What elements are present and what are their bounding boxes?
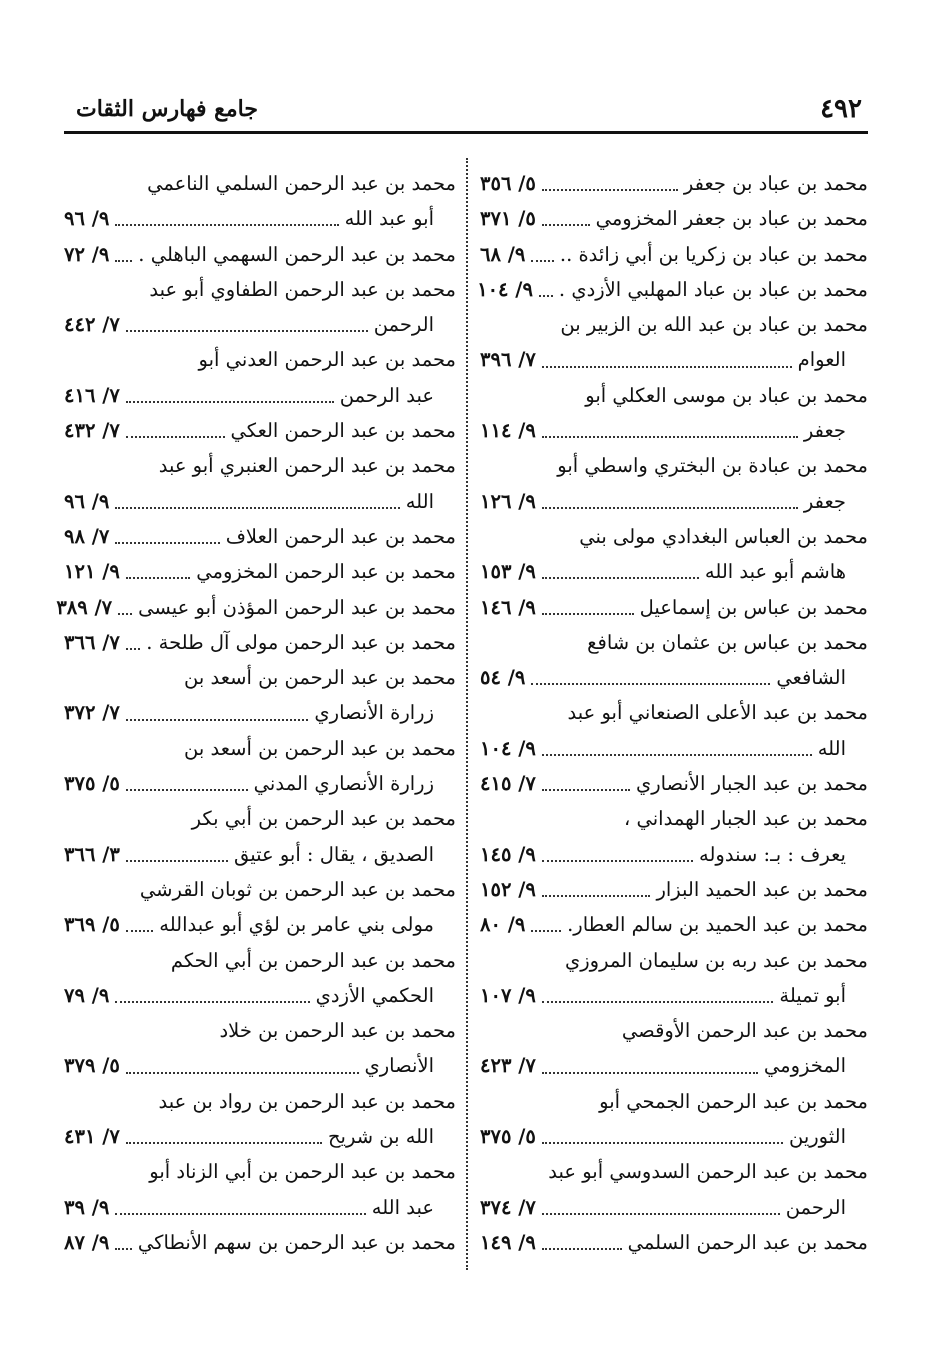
entry-name: زرارة الأنصاري المدني	[253, 772, 434, 796]
index-entry-line	[64, 1154, 456, 1189]
entry-name: محمد بن عبد الرحمن الطفاوي أبو عبد	[149, 277, 456, 301]
entry-name: محمد بن عباد بن جعفر المخزومي	[595, 207, 868, 231]
dot-leader	[542, 859, 693, 862]
entry-name: محمد بن عبد الرحمن بن ثوبان القرشي	[139, 877, 456, 901]
index-entry-line	[480, 1225, 868, 1260]
index-entry-line	[480, 378, 868, 413]
index-entry-line	[480, 731, 868, 766]
index-entry-line	[480, 872, 868, 907]
dot-leader	[115, 259, 132, 262]
dot-leader	[531, 682, 770, 685]
entry-name: الله بن شريح	[327, 1125, 434, 1149]
entry-name: عبد الرحمن	[339, 383, 434, 407]
dot-leader	[126, 576, 190, 579]
index-entry-line	[480, 237, 868, 272]
entry-name: محمد بن عبد الرحمن بن أسعد بن	[184, 736, 456, 760]
entry-name: يعرف : بـ: سندوله	[699, 842, 846, 866]
entry-reference: ٩/ ٥٤	[480, 666, 526, 690]
index-entry-line	[480, 413, 868, 448]
entry-name: الله	[405, 489, 434, 513]
index-entry-line	[480, 978, 868, 1013]
entry-name: محمد بن عباد بن زكريا بن أبي زائدة ..	[559, 242, 868, 266]
dot-leader	[542, 365, 792, 368]
dot-leader	[115, 1000, 309, 1003]
entry-name: الله	[817, 736, 846, 760]
entry-reference: ٧/ ٤٢٣	[480, 1054, 536, 1078]
index-entry-line	[480, 907, 868, 942]
entry-name: محمد بن عبد الرحمن السلمي الناعمي	[147, 172, 456, 195]
entry-name: الشافعي	[776, 666, 846, 690]
dot-leader	[531, 259, 554, 262]
entry-reference: ٧/ ٣٦٦	[64, 630, 120, 654]
entry-reference: ٩/ ٣٩	[64, 1195, 110, 1219]
index-entry-line	[480, 801, 868, 836]
index-entry-line	[480, 307, 868, 342]
entry-name: محمد بن عبد الرحمن بن أبي بكر	[191, 807, 456, 831]
entry-reference: ٩/ ٦٨	[480, 242, 526, 266]
entry-name: محمد بن عباد بن عبد الله بن الزبير بن	[560, 313, 868, 337]
entry-name: محمد بن عبد الرحمن بن أسعد بن	[184, 666, 456, 690]
dot-leader	[118, 612, 132, 615]
entry-name: محمد بن عباد بن عباد المهلبي الأزدي .	[558, 277, 868, 301]
dot-leader	[539, 294, 553, 297]
dot-leader	[542, 1071, 758, 1074]
dot-leader	[531, 929, 561, 932]
index-entry-line	[64, 484, 456, 519]
index-entry-line	[64, 1225, 456, 1260]
book-title: جامع فهارس الثقات	[76, 96, 258, 122]
index-entry-line	[64, 342, 456, 377]
index-entry-line	[64, 201, 456, 236]
entry-name: عبد الله	[371, 1195, 434, 1219]
dot-leader	[126, 1141, 322, 1144]
index-entry-line	[64, 378, 456, 413]
index-entry-line	[64, 872, 456, 907]
entry-reference: ٩/ ١٤٥	[480, 842, 536, 866]
index-entry-line	[64, 307, 456, 342]
dot-leader	[542, 188, 678, 191]
dot-leader	[542, 1000, 774, 1003]
entry-reference: ٧/ ٤٤٢	[64, 313, 120, 337]
index-entry-line	[64, 625, 456, 660]
entry-name: محمد بن عبد الرحمن العلاف	[225, 524, 456, 548]
index-entry-line	[64, 448, 456, 483]
entry-name: الرحمن	[785, 1195, 846, 1219]
entry-name: محمد بن عبد الرحمن الأوقصي	[621, 1019, 868, 1043]
entry-name: محمد بن عبد الرحمن السلمي	[627, 1230, 868, 1254]
entry-reference: ٩/ ١٠٤	[477, 277, 533, 301]
index-entry-line	[480, 554, 868, 589]
entry-reference: ٧/ ٤٣٢	[64, 419, 120, 443]
dot-leader	[126, 435, 225, 438]
entry-reference: ٩/ ١٠٤	[480, 736, 536, 760]
entry-name: الحكمي الأزدي	[315, 983, 434, 1007]
entry-reference: ٧/ ٣٨٩	[56, 595, 113, 619]
entry-reference: ٥/ ٣٧٥	[480, 1125, 536, 1149]
entry-name: العوام	[797, 348, 846, 372]
index-entry-line	[480, 1119, 868, 1154]
dot-leader	[542, 1212, 780, 1215]
entry-name: هاشم أبو عبد الله	[704, 560, 846, 584]
dot-leader	[115, 541, 219, 544]
entry-reference: ٩/ ٨٠	[480, 913, 526, 937]
dot-leader	[542, 223, 590, 226]
entry-name: أبو عبد الله	[344, 207, 434, 231]
entry-reference: ٧/ ٣٧٢	[64, 701, 120, 725]
index-entry-line	[64, 766, 456, 801]
index-entry-line	[480, 1190, 868, 1225]
index-entry-line	[64, 978, 456, 1013]
entry-reference: ٧/ ٤١٦	[64, 383, 120, 407]
index-entry-line	[480, 166, 868, 201]
entry-name: محمد بن عباس بن عثمان بن شافع	[587, 630, 868, 654]
entry-name: محمد بن عبد الحميد البزار	[656, 877, 868, 901]
entry-name: أبو تميلة	[779, 983, 846, 1007]
entry-name: محمد بن عباد بن موسى العكلي أبو	[585, 383, 868, 407]
index-entry-line	[480, 695, 868, 730]
column-divider	[466, 158, 468, 1270]
index-entry-line	[64, 237, 456, 272]
dot-leader	[542, 1247, 622, 1250]
page-header	[62, 92, 868, 136]
entry-name: محمد بن عبد الجبار الأنصاري	[635, 772, 868, 796]
entry-reference: ٥/ ٣٧١	[480, 207, 536, 231]
dot-leader	[542, 788, 630, 791]
dot-leader	[115, 1247, 132, 1250]
entry-name: محمد بن عبد الرحمن العدني أبو	[198, 348, 456, 372]
dot-leader	[542, 753, 812, 756]
index-entry-line	[480, 1084, 868, 1119]
entry-name: محمد بن عبد الرحمن السدوسي أبو عبد	[548, 1160, 868, 1184]
entry-name: محمد بن عبد ربه بن سليمان المروزي	[564, 948, 868, 972]
entry-reference: ٥/ ٣٧٥	[64, 772, 120, 796]
index-entry-line	[480, 484, 868, 519]
index-entry-line	[477, 272, 868, 307]
entry-name: المخزومي	[763, 1054, 846, 1078]
entry-name: الأنصاري	[364, 1054, 434, 1078]
index-entry-line	[480, 625, 868, 660]
index-entry-line	[480, 837, 868, 872]
entry-reference: ٩/ ٨٧	[64, 1230, 110, 1254]
index-entry-line	[64, 554, 456, 589]
entry-name: محمد بن عباس بن إسماعيل	[639, 595, 868, 619]
dot-leader	[542, 435, 798, 438]
index-entry-line	[64, 1048, 456, 1083]
index-column-left	[56, 166, 456, 1260]
dot-leader	[542, 1141, 783, 1144]
page-number: ٤٩٢	[820, 94, 862, 124]
dot-leader	[126, 859, 228, 862]
index-entry-line	[64, 660, 456, 695]
entry-reference: ٧/ ٣٩٦	[480, 348, 536, 372]
index-entry-line	[64, 731, 456, 766]
entry-name: محمد بن عبد الرحمن السهمي الباهلي .	[138, 242, 456, 266]
index-entry-line	[64, 907, 456, 942]
entry-name: محمد بن عبد الرحمن العكي	[230, 419, 456, 443]
dot-leader	[126, 400, 334, 403]
entry-name: محمد بن عبد الرحمن العنبري أبو عبد	[158, 454, 456, 478]
entry-name: محمد بن العباس البغدادي مولى بني	[579, 524, 868, 548]
entry-reference: ٧/ ٤١٥	[480, 772, 536, 796]
index-entry-line	[480, 201, 868, 236]
entry-name: محمد بن عبد الرحمن بن رواد بن عبد	[158, 1089, 456, 1113]
entry-name: محمد بن عبد الرحمن بن أبي الحكم	[170, 948, 456, 972]
entry-reference: ٥/ ٣٧٩	[64, 1054, 120, 1078]
index-entry-line	[64, 1119, 456, 1154]
index-entry-line	[480, 1154, 868, 1189]
index-entry-line	[480, 448, 868, 483]
index-entry-line	[64, 413, 456, 448]
entry-name: محمد بن عبد الرحمن بن أبي الزناد أبو	[149, 1160, 456, 1184]
entry-reference: ٥/ ٣٥٦	[480, 172, 536, 195]
entry-name: محمد بن عبد الجبار الهمداني ،	[624, 807, 868, 831]
entry-reference: ٩/ ٩٦	[64, 489, 110, 513]
entry-name: مولى بني عامر بن لؤي أبو عبدالله	[159, 913, 434, 937]
index-entry-line	[64, 801, 456, 836]
entry-reference: ٩/ ١١٤	[480, 419, 536, 443]
entry-reference: ٣/ ٣٦٦	[64, 842, 120, 866]
entry-name: محمد بن عبد الرحمن الجمحي أبو	[599, 1089, 868, 1113]
dot-leader	[115, 506, 399, 509]
dot-leader	[126, 1071, 359, 1074]
entry-name: محمد بن عبد الرحمن بن سهم الأنطاكي	[137, 1230, 456, 1254]
entry-name: محمد بن عبادة بن البختري واسطي أبو	[557, 454, 868, 478]
index-entry-line	[56, 590, 456, 625]
entry-reference: ٧/ ٤٣١	[64, 1125, 120, 1149]
index-entry-line	[64, 695, 456, 730]
index-entry-line	[480, 660, 868, 695]
entry-name: الصديق ، يقال : أبو عتيق	[233, 842, 434, 866]
entry-reference: ٩/ ١٢١	[64, 560, 120, 584]
index-entry-line	[64, 1013, 456, 1048]
index-column-right	[477, 166, 868, 1260]
dot-leader	[126, 788, 248, 791]
dot-leader	[115, 1212, 365, 1215]
index-entry-line	[64, 272, 456, 307]
dot-leader	[542, 506, 798, 509]
entry-reference: ٩/ ١٤٦	[480, 595, 536, 619]
index-entry-line	[64, 519, 456, 554]
dot-leader	[126, 718, 309, 721]
entry-reference: ٩/ ٧٩	[64, 983, 110, 1007]
index-entry-line	[480, 590, 868, 625]
dot-leader	[126, 647, 140, 650]
index-entry-line	[480, 1013, 868, 1048]
dot-leader	[542, 576, 699, 579]
entry-name: جعفر	[803, 419, 846, 443]
dot-leader	[542, 894, 651, 897]
entry-reference: ٩/ ١٥٣	[480, 560, 536, 584]
entry-reference: ٩/ ١٠٧	[480, 983, 536, 1007]
index-entry-line	[480, 943, 868, 978]
entry-reference: ٩/ ٧٢	[64, 242, 110, 266]
entry-name: محمد بن عباد بن جعفر	[683, 172, 868, 195]
entry-reference: ٩/ ١٤٩	[480, 1230, 536, 1254]
entry-name: محمد بن عبد الحميد بن سالم العطار.	[567, 913, 868, 937]
entry-name: محمد بن عبد الرحمن المخزومي	[196, 560, 456, 584]
index-entry-line	[480, 766, 868, 801]
entry-name: الثورين	[788, 1125, 846, 1149]
entry-name: جعفر	[803, 489, 846, 513]
index-entry-line	[480, 342, 868, 377]
entry-reference: ٩/ ١٥٢	[480, 877, 536, 901]
entry-reference: ٧/ ٩٨	[64, 524, 110, 548]
entry-name: الرحمن	[373, 313, 434, 337]
entry-reference: ٩/ ٩٦	[64, 207, 110, 231]
index-entry-line	[480, 519, 868, 554]
dot-leader	[126, 329, 368, 332]
entry-name: محمد بن عبد الرحمن بن خلاد	[219, 1019, 456, 1043]
index-entry-line	[64, 1084, 456, 1119]
index-entry-line	[64, 837, 456, 872]
entry-reference: ٩/ ١٢٦	[480, 489, 536, 513]
index-entry-line	[64, 943, 456, 978]
dot-leader	[126, 929, 153, 932]
entry-name: محمد بن عبد الأعلى الصنعاني أبو عبد	[567, 701, 868, 725]
entry-name: محمد بن عبد الرحمن المؤذن أبو عيسى	[138, 595, 456, 619]
entry-name: زرارة الأنصاري	[314, 701, 434, 725]
index-entry-line	[64, 1190, 456, 1225]
header-rule	[64, 131, 868, 134]
entry-reference: ٧/ ٣٧٤	[480, 1195, 536, 1219]
index-entry-line	[480, 1048, 868, 1083]
entry-name: محمد بن عبد الرحمن مولى آل طلحة .	[146, 630, 456, 654]
dot-leader	[542, 612, 634, 615]
dot-leader	[115, 223, 338, 226]
index-entry-line	[64, 166, 456, 201]
entry-reference: ٥/ ٣٦٩	[64, 913, 120, 937]
